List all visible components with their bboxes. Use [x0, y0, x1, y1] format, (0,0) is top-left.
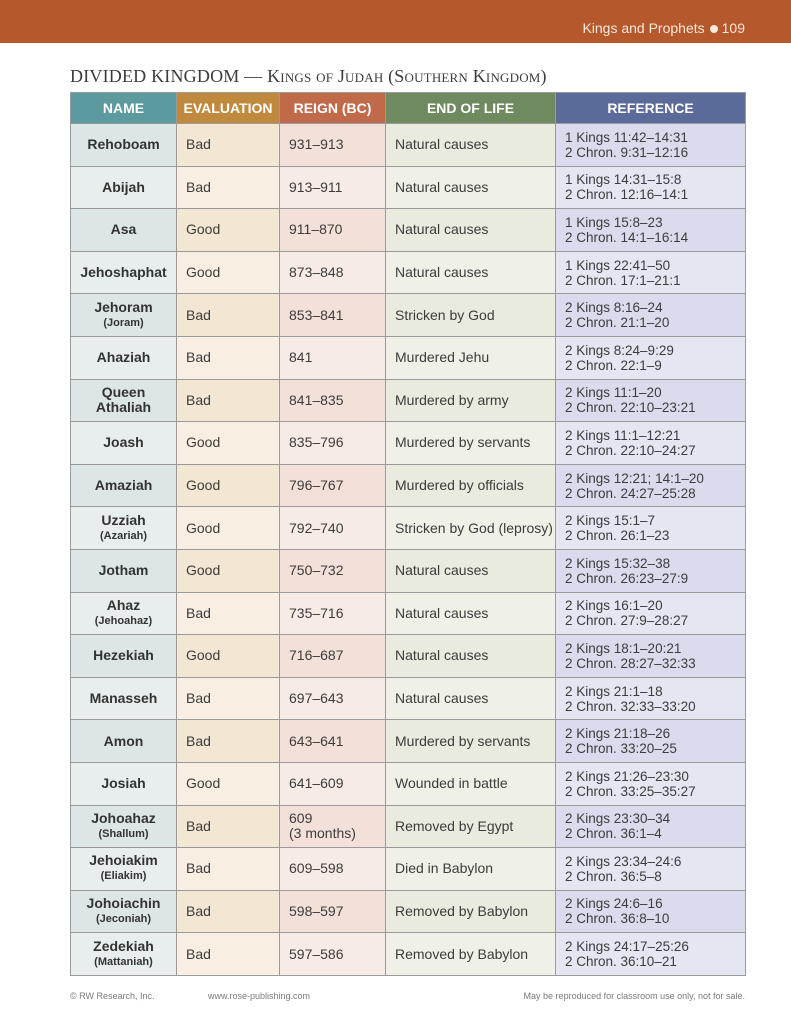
column-header-reference: REFERENCE — [556, 93, 746, 124]
reference-chronicles: 2 Chron. 26:23–27:9 — [565, 570, 689, 586]
table-row — [71, 294, 746, 337]
reference-chronicles: 2 Chron. 22:1–9 — [565, 357, 662, 373]
end-of-life-cell: Murdered by servants — [386, 720, 556, 763]
table-row — [71, 592, 746, 635]
reference-kings: 1 Kings 15:8–23 — [565, 214, 663, 230]
reference-kings: 2 Kings 24:17–25:26 — [565, 939, 689, 955]
reference-cell — [556, 379, 746, 422]
king-name: Manasseh — [89, 690, 158, 707]
reign-years: 913–911 — [289, 178, 343, 195]
end-of-life-cell: Murdered by servants — [386, 422, 556, 465]
king-name: Amon — [103, 732, 144, 749]
reference-cell — [556, 890, 746, 933]
reference-cell — [556, 336, 746, 379]
king-name: Joash — [103, 434, 144, 451]
table-row — [71, 251, 746, 294]
reference-chronicles: 2 Chron. 14:1–16:14 — [565, 229, 689, 245]
king-name-cell — [71, 762, 177, 805]
reign-cell — [280, 635, 386, 678]
page-title — [70, 66, 750, 87]
evaluation-cell: Bad — [177, 890, 280, 933]
king-name: Amaziah — [94, 477, 153, 494]
king-name-cell — [71, 251, 177, 294]
evaluation-cell: Bad — [177, 848, 280, 891]
reference-chronicles: 2 Chron. 12:16–14:1 — [565, 187, 689, 203]
reference-chronicles: 2 Chron. 17:1–21:1 — [565, 272, 681, 288]
reign-cell — [280, 294, 386, 337]
reference-chronicles: 2 Chron. 32:33–33:20 — [565, 698, 696, 714]
reference-cell — [556, 464, 746, 507]
king-name-cell — [71, 209, 177, 252]
king-name: Jehoiakim — [89, 852, 158, 869]
header-bar — [0, 0, 791, 43]
evaluation-cell: Bad — [177, 124, 280, 167]
reign-years: 750–732 — [289, 562, 344, 579]
end-of-life-cell: Natural causes — [386, 209, 556, 252]
reign-years: 792–740 — [289, 519, 344, 536]
king-name-cell — [71, 592, 177, 635]
reference-cell — [556, 933, 746, 976]
reign-years: 643–641 — [289, 732, 344, 749]
reference-cell — [556, 762, 746, 805]
king-name-cell — [71, 933, 177, 976]
reference-kings: 2 Kings 24:6–16 — [565, 896, 663, 912]
table-row — [71, 336, 746, 379]
reign-cell — [280, 677, 386, 720]
reference-chronicles: 2 Chron. 26:1–23 — [565, 528, 670, 544]
king-name-cell — [71, 166, 177, 209]
reign-cell — [280, 251, 386, 294]
table-row — [71, 635, 746, 678]
reign-cell — [280, 592, 386, 635]
reference-chronicles: 2 Chron. 36:1–4 — [565, 826, 662, 842]
evaluation-cell: Bad — [177, 379, 280, 422]
king-alias: (Azariah) — [99, 529, 148, 542]
evaluation-cell: Good — [177, 251, 280, 294]
end-of-life-cell: Removed by Babylon — [386, 933, 556, 976]
reign-cell — [280, 422, 386, 465]
reference-cell — [556, 677, 746, 720]
table-row — [71, 209, 746, 252]
reference-chronicles: 2 Chron. 33:20–25 — [565, 741, 677, 757]
king-name: Ahaziah — [96, 349, 151, 366]
end-of-life-cell: Stricken by God (leprosy) — [386, 507, 556, 550]
king-name-cell — [71, 635, 177, 678]
reference-cell — [556, 549, 746, 592]
king-name: Josiah — [101, 775, 146, 792]
king-name: Queen Athaliah — [95, 384, 152, 416]
king-name-cell — [71, 549, 177, 592]
reference-cell — [556, 592, 746, 635]
page-number: 109 — [721, 20, 745, 36]
reference-cell — [556, 720, 746, 763]
reign-years: 641–609 — [289, 775, 344, 792]
column-header-name: NAME — [71, 93, 177, 124]
evaluation-cell: Bad — [177, 720, 280, 763]
reference-kings: 2 Kings 12:21; 14:1–20 — [565, 470, 704, 486]
evaluation-cell: Bad — [177, 677, 280, 720]
king-name-cell — [71, 805, 177, 848]
end-of-life-cell: Natural causes — [386, 124, 556, 167]
reign-years: 598–597 — [289, 902, 344, 919]
king-name-cell — [71, 890, 177, 933]
reference-chronicles: 2 Chron. 22:10–23:21 — [565, 400, 696, 416]
reference-chronicles: 2 Chron. 21:1–20 — [565, 315, 670, 331]
king-alias: (Jeconiah) — [95, 912, 151, 925]
reference-chronicles: 2 Chron. 36:10–21 — [565, 954, 677, 970]
king-alias: (Shallum) — [98, 827, 149, 840]
reference-cell — [556, 209, 746, 252]
section-title: Kings and Prophets — [582, 20, 705, 36]
reference-chronicles: 2 Chron. 9:31–12:16 — [565, 144, 689, 160]
reference-cell — [556, 166, 746, 209]
end-of-life-cell: Wounded in battle — [386, 762, 556, 805]
reign-cell — [280, 464, 386, 507]
reference-kings: 2 Kings 11:1–12:21 — [565, 427, 681, 443]
table-row — [71, 762, 746, 805]
king-name-cell — [71, 464, 177, 507]
end-of-life-cell: Natural causes — [386, 635, 556, 678]
end-of-life-cell: Murdered by officials — [386, 464, 556, 507]
kings-table — [70, 92, 746, 976]
reference-chronicles: 2 Chron. 24:27–25:28 — [565, 485, 696, 501]
evaluation-cell: Bad — [177, 336, 280, 379]
king-alias: (Joram) — [103, 316, 144, 329]
reference-kings: 2 Kings 11:1–20 — [565, 385, 662, 401]
reign-years: 853–841 — [289, 306, 344, 323]
reign-cell — [280, 507, 386, 550]
table-row — [71, 677, 746, 720]
reign-cell — [280, 890, 386, 933]
table-row — [71, 805, 746, 848]
bullet-icon — [710, 25, 718, 33]
reign-years: 911–870 — [289, 221, 343, 238]
reign-cell — [280, 848, 386, 891]
reign-years: 735–716 — [289, 604, 344, 621]
end-of-life-cell: Natural causes — [386, 677, 556, 720]
reign-cell — [280, 762, 386, 805]
reign-years: 609–598 — [289, 860, 344, 877]
reference-chronicles: 2 Chron. 36:8–10 — [565, 911, 670, 927]
reign-cell — [280, 933, 386, 976]
king-name-cell — [71, 379, 177, 422]
reference-chronicles: 2 Chron. 36:5–8 — [565, 868, 662, 884]
reference-kings: 2 Kings 23:30–34 — [565, 811, 671, 827]
table-row — [71, 549, 746, 592]
table-row — [71, 507, 746, 550]
evaluation-cell: Bad — [177, 166, 280, 209]
reign-years: 716–687 — [289, 647, 344, 664]
reference-kings: 2 Kings 15:32–38 — [565, 555, 671, 571]
table-row — [71, 464, 746, 507]
column-header-reign: REIGN (BC) — [280, 93, 386, 124]
reign-cell — [280, 720, 386, 763]
reference-chronicles: 2 Chron. 28:27–32:33 — [565, 655, 696, 671]
table-row — [71, 848, 746, 891]
reference-kings: 2 Kings 15:1–7 — [565, 513, 656, 529]
footer-copyright: © RW Research, Inc. — [70, 991, 155, 1001]
evaluation-cell: Good — [177, 422, 280, 465]
title-sub: Kings of Judah (Southern Kingdom) — [267, 66, 547, 86]
evaluation-cell: Bad — [177, 294, 280, 337]
column-header-evaluation: EVALUATION — [177, 93, 280, 124]
king-name: Zedekiah — [93, 937, 154, 954]
reign-cell — [280, 209, 386, 252]
king-name-cell — [71, 507, 177, 550]
king-name-cell — [71, 677, 177, 720]
title-dash: — — [239, 66, 268, 86]
king-alias: (Eliakim) — [100, 870, 147, 883]
reign-years: 841 — [289, 349, 313, 366]
end-of-life-cell: Natural causes — [386, 166, 556, 209]
reign-years: 841–835 — [289, 391, 344, 408]
end-of-life-cell: Removed by Egypt — [386, 805, 556, 848]
king-name: Jehoram — [94, 298, 153, 315]
reference-cell — [556, 422, 746, 465]
king-name-cell — [71, 336, 177, 379]
end-of-life-cell: Natural causes — [386, 549, 556, 592]
table-row — [71, 422, 746, 465]
evaluation-cell: Good — [177, 762, 280, 805]
king-name-cell — [71, 848, 177, 891]
reference-kings: 2 Kings 18:1–20:21 — [565, 640, 682, 656]
reference-chronicles: 2 Chron. 33:25–35:27 — [565, 783, 696, 799]
end-of-life-cell: Natural causes — [386, 592, 556, 635]
king-name-cell — [71, 720, 177, 763]
reign-years: 873–848 — [289, 264, 344, 281]
footer-notice: May be reproduced for classroom use only, not for sale. — [523, 991, 745, 1001]
reference-kings: 1 Kings 14:31–15:8 — [565, 172, 682, 188]
reign-years: 931–913 — [289, 136, 344, 153]
reference-cell — [556, 251, 746, 294]
reference-chronicles: 2 Chron. 27:9–28:27 — [565, 613, 689, 629]
reference-kings: 2 Kings 23:34–24:6 — [565, 853, 682, 869]
evaluation-cell: Good — [177, 635, 280, 678]
reign-cell — [280, 805, 386, 848]
end-of-life-cell: Died in Babylon — [386, 848, 556, 891]
reference-kings: 1 Kings 11:42–14:31 — [565, 129, 688, 145]
table-row — [71, 720, 746, 763]
evaluation-cell: Good — [177, 549, 280, 592]
evaluation-cell: Good — [177, 464, 280, 507]
king-name: Rehoboam — [87, 136, 160, 153]
reign-years: 597–586 — [289, 945, 344, 962]
table-header-row — [71, 93, 746, 124]
end-of-life-cell: Murdered Jehu — [386, 336, 556, 379]
reign-cell — [280, 124, 386, 167]
evaluation-cell: Good — [177, 507, 280, 550]
table-row — [71, 166, 746, 209]
reference-kings: 2 Kings 16:1–20 — [565, 598, 663, 614]
end-of-life-cell: Removed by Babylon — [386, 890, 556, 933]
king-name: Ahaz — [106, 596, 141, 613]
title-main: DIVIDED KINGDOM — [70, 66, 240, 86]
king-name: Abijah — [102, 178, 145, 195]
king-name-cell — [71, 294, 177, 337]
end-of-life-cell: Natural causes — [386, 251, 556, 294]
table-row — [71, 933, 746, 976]
king-name: Uzziah — [101, 511, 146, 528]
king-name: Hezekiah — [93, 647, 154, 664]
reign-cell — [280, 336, 386, 379]
reign-years: 697–643 — [289, 690, 344, 707]
evaluation-cell: Bad — [177, 592, 280, 635]
end-of-life-cell: Stricken by God — [386, 294, 556, 337]
table-row — [71, 379, 746, 422]
king-alias: (Jehoahaz) — [94, 614, 153, 627]
reference-kings: 2 Kings 8:24–9:29 — [565, 342, 674, 358]
reference-kings: 2 Kings 21:18–26 — [565, 726, 671, 742]
reference-chronicles: 2 Chron. 22:10–24:27 — [565, 442, 696, 458]
reference-cell — [556, 848, 746, 891]
reference-cell — [556, 507, 746, 550]
reference-kings: 1 Kings 22:41–50 — [565, 257, 671, 273]
king-name-cell — [71, 124, 177, 167]
reference-cell — [556, 124, 746, 167]
reference-kings: 2 Kings 21:26–23:30 — [565, 768, 689, 784]
reign-cell — [280, 379, 386, 422]
reference-cell — [556, 805, 746, 848]
reign-years: 796–767 — [289, 477, 344, 494]
reign-years: 835–796 — [289, 434, 344, 451]
king-name: Jotham — [98, 562, 149, 579]
king-name: Johoahaz — [91, 809, 156, 826]
column-header-end-of-life: END OF LIFE — [386, 93, 556, 124]
reign-note: (3 months) — [289, 825, 356, 842]
reign-cell — [280, 549, 386, 592]
evaluation-cell: Good — [177, 209, 280, 252]
king-name: Johoiachin — [86, 894, 161, 911]
evaluation-cell: Bad — [177, 805, 280, 848]
reference-cell — [556, 635, 746, 678]
reign-years: 609 — [289, 810, 313, 827]
king-name-cell — [71, 422, 177, 465]
reference-kings: 2 Kings 21:1–18 — [565, 683, 663, 699]
king-name: Jehoshaphat — [80, 264, 167, 281]
footer-website: www.rose-publishing.com — [208, 991, 311, 1001]
end-of-life-cell: Murdered by army — [386, 379, 556, 422]
king-alias: (Mattaniah) — [94, 955, 153, 968]
king-name: Asa — [110, 221, 137, 238]
evaluation-cell: Bad — [177, 933, 280, 976]
reference-kings: 2 Kings 8:16–24 — [565, 300, 663, 316]
table-row — [71, 124, 746, 167]
reign-cell — [280, 166, 386, 209]
running-header — [582, 20, 745, 36]
reference-cell — [556, 294, 746, 337]
table-row — [71, 890, 746, 933]
